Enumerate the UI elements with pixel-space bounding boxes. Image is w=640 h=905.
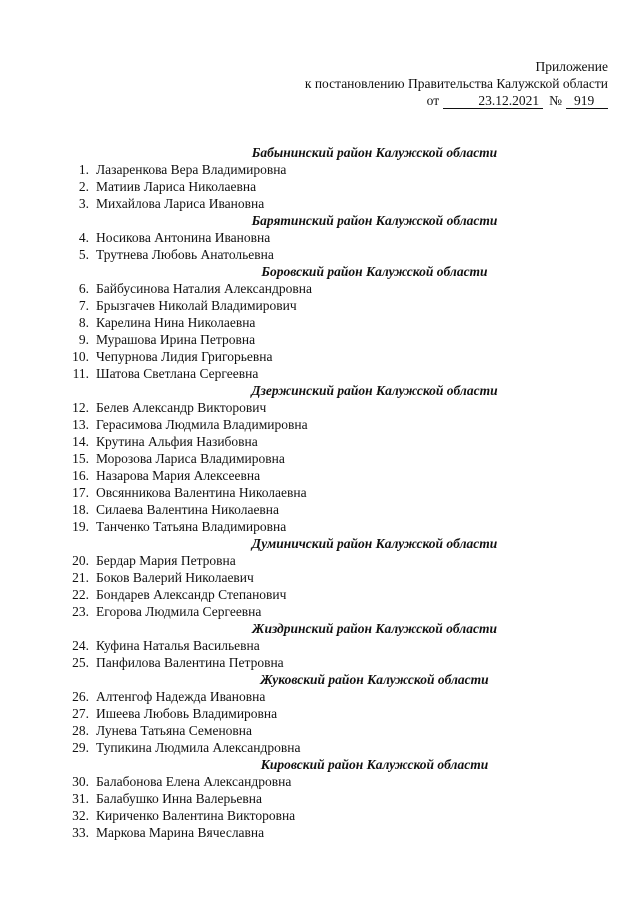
list-item [63,518,608,535]
person-name: Лунева Татьяна Семеновна [96,723,253,738]
district-heading: Жиздринский район Калужской области [252,621,497,636]
district-section [63,263,608,382]
list-item [63,705,608,722]
person-name: Кириченко Валентина Викторовна [96,808,296,823]
list-item [63,246,608,263]
person-name: Балабонова Елена Александровна [96,774,292,789]
item-number: 7. [78,298,89,313]
district-heading: Жуковский район Калужской области [260,672,489,687]
person-name: Крутина Альфия Назибовна [96,434,258,449]
item-number: 10. [72,349,89,364]
date-number-line [305,92,608,109]
list-item [63,569,608,586]
item-number: 18. [72,502,89,517]
person-name: Белев Александр Викторович [96,400,267,415]
district-heading: Бабынинский район Калужской области [251,145,498,160]
person-name: Балабушко Инна Валерьевна [96,791,262,806]
person-name: Лазаренкова Вера Владимировна [96,162,287,177]
item-number: 15. [72,451,89,466]
item-number: 12. [72,400,89,415]
item-number: 31. [72,791,89,806]
list-item [63,739,608,756]
item-number: 21. [72,570,89,585]
district-heading: Барятинский район Калужской области [251,213,498,228]
list-item [63,399,608,416]
list-item [63,314,608,331]
person-name: Боков Валерий Николаевич [96,570,254,585]
item-number: 13. [72,417,89,432]
list-item [63,484,608,501]
person-name: Матиив Лариса Николаевна [96,179,257,194]
item-number: 23. [72,604,89,619]
district-list [63,144,608,841]
list-item [63,416,608,433]
list-item [63,280,608,297]
item-number: 27. [72,706,89,721]
appendix-label: Приложение [535,59,608,74]
person-name: Бондарев Александр Степанович [96,587,287,602]
item-number: 4. [78,230,89,245]
person-name: Карелина Нина Николаевна [96,315,256,330]
item-number: 25. [72,655,89,670]
item-number: 2. [78,179,89,194]
person-name: Ишеева Любовь Владимировна [96,706,278,721]
list-item [63,773,608,790]
item-number: 6. [78,281,89,296]
district-section [63,671,608,756]
item-number: 29. [72,740,89,755]
person-name: Морозова Лариса Владимировна [96,451,285,466]
item-number: 9. [78,332,89,347]
person-name: Михайлова Лариса Ивановна [96,196,265,211]
person-name: Тупикина Людмила Александровна [96,740,301,755]
person-name: Панфилова Валентина Петровна [96,655,284,670]
list-item [63,824,608,841]
resolution-reference: к постановлению Правительства Калужской области [304,76,608,91]
district-section [63,756,608,841]
person-name: Мурашова Ирина Петровна [96,332,256,347]
item-number: 32. [72,808,89,823]
district-heading: Дзержинский район Калужской области [251,383,498,398]
district-heading: Думиничский район Калужской области [251,536,498,551]
item-number: 26. [72,689,89,704]
list-item [63,161,608,178]
person-name: Брызгачев Николай Владимирович [96,298,297,313]
list-item [63,348,608,365]
item-number: 28. [72,723,89,738]
person-name: Танченко Татьяна Владимировна [96,519,287,534]
person-name: Бердар Мария Петровна [96,553,236,568]
district-section [63,212,608,263]
person-name: Герасимова Людмила Владимировна [96,417,308,432]
list-item [63,297,608,314]
person-name: Егорова Людмила Сергеевна [96,604,262,619]
number-label: № [549,93,562,108]
person-name: Силаева Валентина Николаевна [96,502,280,517]
list-item [63,637,608,654]
list-item [63,331,608,348]
item-number: 30. [72,774,89,789]
district-section [63,144,608,212]
list-item [63,586,608,603]
item-number: 20. [72,553,89,568]
item-number: 8. [78,315,89,330]
person-name: Чепурнова Лидия Григорьевна [96,349,273,364]
list-item [63,807,608,824]
list-item [63,688,608,705]
item-number: 17. [72,485,89,500]
item-number: 19. [72,519,89,534]
item-number: 3. [78,196,89,211]
item-number: 11. [72,366,89,381]
person-name: Маркова Марина Вячеславна [96,825,265,840]
list-item [63,722,608,739]
item-number: 24. [72,638,89,653]
person-name: Носикова Антонина Ивановна [96,230,271,245]
document-header [305,58,608,109]
resolution-date: 23.12.2021 [443,94,543,109]
person-name: Назарова Мария Алексеевна [96,468,261,483]
list-item [63,501,608,518]
district-section [63,382,608,535]
item-number: 1. [78,162,89,177]
list-item [63,552,608,569]
list-item [63,433,608,450]
from-label: от [426,93,440,108]
list-item [63,450,608,467]
person-name: Алтенгоф Надежда Ивановна [96,689,266,704]
person-name: Байбусинова Наталия Александровна [96,281,312,296]
person-name: Овсянникова Валентина Николаевна [96,485,307,500]
item-number: 22. [72,587,89,602]
item-number: 5. [78,247,89,262]
person-name: Трутнева Любовь Анатольевна [96,247,274,262]
list-item [63,467,608,484]
list-item [63,654,608,671]
list-item [63,229,608,246]
item-number: 14. [72,434,89,449]
person-name: Шатова Светлана Сергеевна [96,366,259,381]
district-heading: Кировский район Калужской области [260,757,489,772]
list-item [63,195,608,212]
list-item [63,178,608,195]
list-item [63,790,608,807]
list-item [63,365,608,382]
item-number: 16. [72,468,89,483]
list-item [63,603,608,620]
resolution-number: 919 [566,94,608,109]
item-number: 33. [72,825,89,840]
district-section [63,535,608,620]
district-heading: Боровский район Калужской области [261,264,488,279]
district-section [63,620,608,671]
person-name: Куфина Наталья Васильевна [96,638,260,653]
